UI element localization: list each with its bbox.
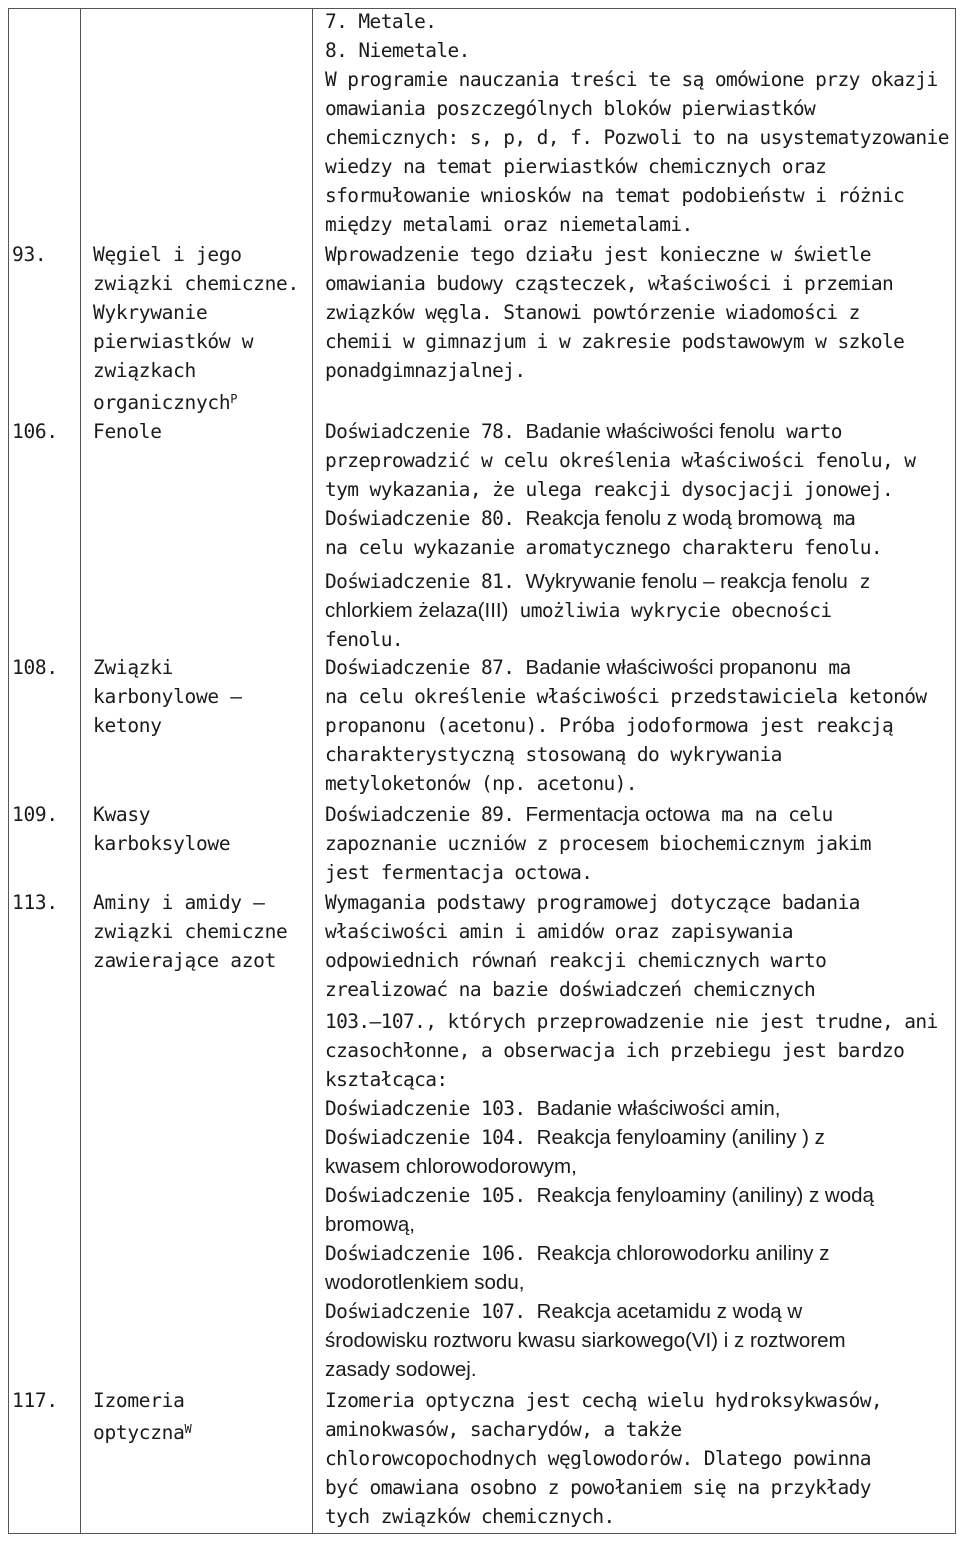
row-0-description: 7. Metale. 8. Niemetale. W programie nauczania treści te są omówione przy okazji omawiania poszczególnych bloków pierwiastków chemicznych: s, p, d, f. Pozwoli to na usystematyzowanie wiedzy na temat pierwiastków chemicznych oraz sformułowanie wniosków na temat podobieństw i różnic między metalami oraz niemetalami. [325,10,949,236]
row-108-number: 108. [12,656,58,679]
row-93-description: Wprowadzenie tego działu jest konieczne w świetle omawiania budowy cząsteczek, właściwości i przemian związków węgla. Stanowi powtórzenie wiadomości z chemii w gimnazjum i w zakresie podstawowym w szkole ponadgimnazjalnej. [325,243,905,382]
column-divider-1 [80,8,81,1534]
row-109-description: Doświadczenie 89. Fermentacja octowa ma na celu zapoznanie uczniów z procesem biochemicznym jakim jest fermentacja octowa. [325,803,871,884]
column-divider-2 [312,8,313,1534]
row-108-topic: Związki karbonylowe – ketony [93,656,242,737]
row-93-topic: Węgiel i jego związki chemiczne. Wykrywanie pierwiastków w związkach organicznych$^P$ [93,243,299,414]
row-117-description: Izomeria optyczna jest cechą wielu hydroksykwasów, aminokwasów, sacharydów, a także chlorowcopochodnych węglowodorów. Dlatego powinna być omawiana osobno z powołaniem się na przykłady tych związków chemicznych. [325,1389,882,1528]
row-117-topic: Izomeria optyczna$^W$ [93,1389,192,1444]
row-117-number: 117. [12,1389,58,1412]
row-106-description: Doświadczenie 78. Badanie właściwości fenolu warto przeprowadzić w celu określenia właściwości fenolu, w tym wykazania, że ulega reakcji dysocjacji jonowej. Doświadczenie 80. Reakcja fenolu z wodą bromową ma na celu wykazanie aromatycznego charakteru fenolu. Doświadczenie 81. Wykrywanie fenolu – reakcja fenolu z chlorkiem żelaza(III) umożliwia wykrycie obecności fenolu. [325,420,916,651]
row-113-number: 113. [12,891,58,914]
row-109-topic: Kwasy karboksylowe [93,803,231,855]
row-93-number: 93. [12,243,47,266]
row-106-topic: Fenole [93,420,162,443]
row-108-description: Doświadczenie 87. Badanie właściwości propanonu ma na celu określenie właściwości przedstawiciela ketonów propanonu (acetonu). Próba jodoformowa jest reakcją charakterystyczną stosowaną do wykrywania metyloketonów (np. acetonu). [325,656,927,795]
row-113-topic: Aminy i amidy – związki chemiczne zawierające azot [93,891,288,972]
row-113-description: Wymagania podstawy programowej dotyczące badania właściwości amin i amidów oraz zapisywania odpowiednich równań reakcji chemicznych warto zrealizować na bazie doświadczeń chemicznych 103.–107., których przeprowadzenie nie jest trudne, ani czasochłonne, a obserwacja ich przebiegu jest bardzo kształcąca: Doświadczenie 103. Badanie właściwości amin, Doświadczenie 104. Reakcja fenyloaminy (aniliny ) z kwasem chlorowodorowym, Doświadczenie 105. Reakcja fenyloaminy (aniliny) z wodą bromową, Doświadczenie 106. Reakcja chlorowodorku aniliny z wodorotlenkiem sodu, Doświadczenie 107. Reakcja acetamidu z wodą w środowisku roztworu kwasu siarkowego(VI) i z roztworem zasady sodowej. [325,891,938,1381]
row-109-number: 109. [12,803,58,826]
row-106-number: 106. [12,420,58,443]
